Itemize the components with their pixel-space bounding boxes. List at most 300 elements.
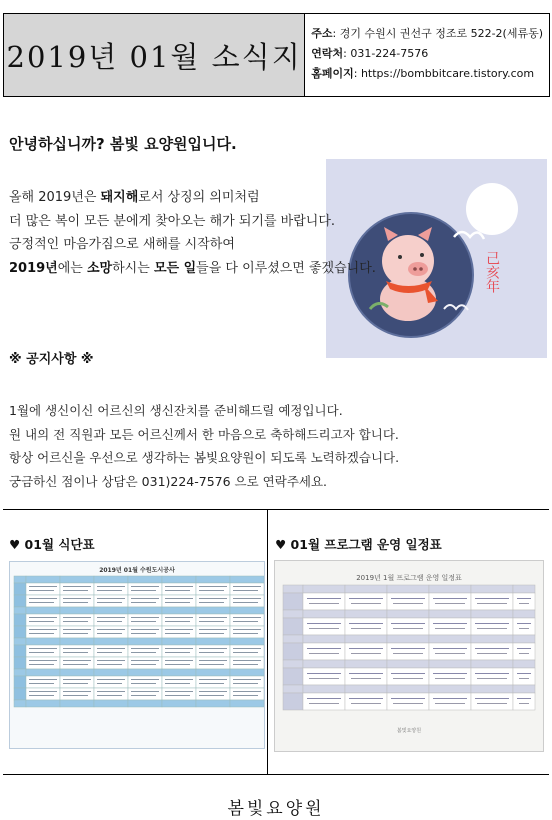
table-cell	[387, 618, 429, 635]
intro-line-3: 긍정적인 마음가짐으로 새해를 시작하여	[9, 237, 235, 252]
cell-text-line	[63, 660, 91, 661]
table-cell	[429, 668, 471, 685]
table-cell	[345, 635, 387, 643]
cell-text-line	[233, 633, 258, 634]
table-cell	[283, 693, 303, 710]
phone-value: : 031-224-7576	[343, 47, 429, 60]
table-cell	[196, 576, 230, 583]
cell-text-line	[165, 629, 193, 630]
intro-emphasis: 모든 일	[153, 260, 197, 276]
table-cell	[196, 669, 230, 676]
table-cell	[14, 638, 26, 645]
cell-text-line	[199, 629, 227, 630]
cell-text-line	[349, 598, 383, 599]
cell-text-line	[477, 678, 507, 679]
table-cell	[345, 660, 387, 668]
table-cell	[14, 576, 26, 583]
cell-text-line	[477, 653, 507, 654]
table-cell	[94, 669, 128, 676]
cell-text-line	[517, 598, 531, 599]
table-cell	[162, 645, 196, 657]
table-cell	[513, 635, 535, 643]
table-cell	[26, 669, 60, 676]
cell-text-line	[97, 652, 122, 653]
table-cell	[303, 685, 345, 693]
cell-text-line	[131, 679, 159, 680]
table-cell	[162, 688, 196, 700]
cell-text-line	[435, 628, 465, 629]
cell-text-line	[165, 660, 193, 661]
cell-text-line	[307, 698, 341, 699]
table-cell	[429, 610, 471, 618]
section-divider-top	[3, 509, 549, 510]
cell-text-line	[97, 679, 125, 680]
table-cell	[196, 583, 230, 595]
notice-body	[9, 399, 529, 493]
table-cell	[60, 595, 94, 607]
table-cell	[26, 626, 60, 638]
table-cell	[26, 638, 60, 645]
table-cell	[345, 585, 387, 593]
cell-text-line	[233, 590, 258, 591]
cell-text-line	[165, 602, 190, 603]
table-cell	[345, 610, 387, 618]
table-cell	[128, 676, 162, 688]
table-cell	[283, 660, 303, 668]
cell-text-line	[199, 679, 227, 680]
table-cell	[162, 676, 196, 688]
table-cell	[196, 657, 230, 669]
footer-org-name: 봄빛요양원	[227, 799, 325, 819]
table-cell	[196, 676, 230, 688]
table-cell	[14, 657, 26, 669]
cell-text-line	[63, 629, 91, 630]
table-cell	[513, 660, 535, 668]
table-cell	[230, 576, 264, 583]
table-cell	[471, 618, 513, 635]
cell-text-line	[477, 603, 507, 604]
cell-text-line	[199, 621, 224, 622]
table-cell	[14, 688, 26, 700]
cell-text-line	[391, 598, 425, 599]
cell-text-line	[63, 586, 91, 587]
table-cell	[471, 685, 513, 693]
cell-text-line	[131, 598, 159, 599]
table-cell	[94, 657, 128, 669]
table-cell	[26, 614, 60, 626]
table-cell	[26, 676, 60, 688]
table-cell	[162, 576, 196, 583]
table-cell	[94, 595, 128, 607]
table-cell	[14, 614, 26, 626]
cell-text-line	[165, 695, 190, 696]
table-cell	[513, 685, 535, 693]
cell-text-line	[309, 603, 339, 604]
cell-text-line	[29, 652, 54, 653]
table-cell	[429, 618, 471, 635]
cell-text-line	[131, 652, 156, 653]
cell-text-line	[349, 698, 383, 699]
table-cell	[230, 607, 264, 614]
cell-text-line	[63, 617, 91, 618]
table-cell	[60, 614, 94, 626]
cell-text-line	[131, 660, 159, 661]
table-cell	[26, 576, 60, 583]
cell-text-line	[517, 623, 531, 624]
cell-text-line	[131, 590, 156, 591]
cell-text-line	[131, 621, 156, 622]
table-cell	[128, 595, 162, 607]
cell-text-line	[199, 602, 224, 603]
cell-text-line	[517, 648, 531, 649]
cell-text-line	[475, 673, 509, 674]
section-divider-bottom	[3, 774, 549, 775]
table-cell	[94, 688, 128, 700]
cell-text-line	[199, 590, 224, 591]
table-cell	[162, 583, 196, 595]
cell-text-line	[233, 629, 261, 630]
table-cell	[60, 583, 94, 595]
cell-text-line	[131, 683, 156, 684]
cell-text-line	[199, 695, 224, 696]
table-cell	[283, 685, 303, 693]
table-cell	[387, 660, 429, 668]
table-cell	[471, 610, 513, 618]
cell-text-line	[391, 648, 425, 649]
cell-text-line	[29, 602, 54, 603]
cell-text-line	[351, 603, 381, 604]
table-cell	[230, 669, 264, 676]
greeting-heading: 안녕하십니까? 봄빛 요양원입니다.	[9, 135, 237, 153]
table-cell	[26, 595, 60, 607]
cell-text-line	[97, 586, 125, 587]
cell-text-line	[233, 602, 258, 603]
table-cell	[60, 676, 94, 688]
cell-text-line	[131, 648, 159, 649]
contact-info	[305, 14, 549, 96]
table-cell	[94, 638, 128, 645]
newsletter-title: 2019년 01월 소식지	[6, 39, 302, 74]
cell-text-line	[29, 598, 57, 599]
cell-text-line	[519, 603, 529, 604]
cell-text-line	[165, 633, 190, 634]
table-cell	[513, 643, 535, 660]
cell-text-line	[391, 698, 425, 699]
table-cell	[283, 585, 303, 593]
program-section-title: ♥ 01월 프로그램 운영 일정표	[275, 537, 442, 552]
cell-text-line	[475, 698, 509, 699]
table-cell	[60, 576, 94, 583]
cell-text-line	[97, 664, 122, 665]
cell-text-line	[63, 664, 88, 665]
cell-text-line	[309, 628, 339, 629]
homepage-label: 홈페이지	[311, 67, 354, 80]
intro-emphasis: 소망	[87, 260, 113, 276]
table-cell	[128, 626, 162, 638]
table-cell	[60, 688, 94, 700]
cell-text-line	[63, 598, 91, 599]
address-label: 주소	[311, 27, 333, 40]
cell-text-line	[29, 664, 54, 665]
homepage-link[interactable]: : https://bombbitcare.tistory.com	[353, 67, 535, 80]
table-cell	[283, 668, 303, 685]
cell-text-line	[307, 648, 341, 649]
table-cell	[128, 607, 162, 614]
cell-text-line	[233, 652, 258, 653]
table-cell	[303, 585, 345, 593]
homepage-row	[311, 64, 543, 84]
table-cell	[471, 643, 513, 660]
program-schedule-image[interactable]	[274, 560, 544, 752]
intro-text: 올해 2019년은	[9, 190, 101, 205]
cell-text-line	[97, 660, 125, 661]
cell-text-line	[165, 691, 193, 692]
cell-text-line	[165, 683, 190, 684]
table-cell	[94, 700, 128, 707]
table-cell	[128, 638, 162, 645]
cell-text-line	[435, 678, 465, 679]
cell-text-line	[29, 621, 54, 622]
program-sheet-footer: 봄빛요양원	[396, 728, 422, 734]
cell-text-line	[165, 621, 190, 622]
cell-text-line	[131, 691, 159, 692]
cell-text-line	[29, 633, 54, 634]
table-cell	[128, 576, 162, 583]
cell-text-line	[165, 586, 193, 587]
notice-line: 원 내의 전 직원과 모든 어르신께서 한 마음으로 축하해드리고자 합니다.	[9, 426, 399, 442]
cell-text-line	[131, 695, 156, 696]
table-cell	[162, 669, 196, 676]
cell-text-line	[97, 598, 125, 599]
table-cell	[128, 614, 162, 626]
cell-text-line	[233, 586, 261, 587]
cell-text-line	[165, 664, 190, 665]
cell-text-line	[63, 648, 91, 649]
cell-text-line	[199, 586, 227, 587]
intro-paragraph	[9, 186, 479, 280]
cell-text-line	[351, 628, 381, 629]
table-cell	[60, 669, 94, 676]
table-cell	[345, 685, 387, 693]
cell-text-line	[97, 683, 122, 684]
table-cell	[60, 638, 94, 645]
program-sheet-title: 2019년 1월 프로그램 운영 일정표	[356, 574, 462, 582]
table-cell	[345, 593, 387, 610]
table-cell	[387, 643, 429, 660]
cell-text-line	[165, 617, 193, 618]
table-cell	[94, 676, 128, 688]
table-cell	[429, 585, 471, 593]
notice-line: 궁금하신 점이나 상담은 031)224-7576 으로 연락주세요.	[9, 473, 328, 489]
table-cell	[14, 700, 26, 707]
table-cell	[283, 643, 303, 660]
table-cell	[94, 614, 128, 626]
table-cell	[429, 693, 471, 710]
cell-text-line	[97, 648, 125, 649]
table-cell	[196, 595, 230, 607]
table-cell	[94, 607, 128, 614]
table-cell	[387, 693, 429, 710]
table-cell	[387, 593, 429, 610]
table-cell	[196, 645, 230, 657]
table-cell	[94, 583, 128, 595]
intro-line-1	[9, 186, 479, 210]
cell-text-line	[433, 623, 467, 624]
cell-text-line	[97, 633, 122, 634]
table-cell	[196, 700, 230, 707]
cell-text-line	[29, 586, 57, 587]
cell-text-line	[233, 683, 258, 684]
table-cell	[14, 669, 26, 676]
table-cell	[303, 610, 345, 618]
cell-text-line	[307, 623, 341, 624]
table-cell	[26, 657, 60, 669]
cell-text-line	[199, 652, 224, 653]
cell-text-line	[63, 652, 88, 653]
table-cell	[94, 645, 128, 657]
table-cell	[471, 593, 513, 610]
table-cell	[26, 688, 60, 700]
table-cell	[230, 645, 264, 657]
cell-text-line	[131, 586, 159, 587]
table-cell	[387, 685, 429, 693]
cell-text-line	[475, 648, 509, 649]
intro-text: 하시는	[112, 260, 154, 276]
cell-text-line	[131, 664, 156, 665]
intro-text: 에는	[57, 260, 87, 276]
cell-text-line	[435, 703, 465, 704]
table-cell	[128, 657, 162, 669]
table-cell	[471, 668, 513, 685]
table-cell	[303, 660, 345, 668]
cell-text-line	[309, 703, 339, 704]
cell-text-line	[165, 598, 193, 599]
cell-text-line	[233, 660, 261, 661]
table-cell	[26, 583, 60, 595]
table-cell	[513, 585, 535, 593]
table-cell	[196, 626, 230, 638]
cell-text-line	[433, 673, 467, 674]
cell-text-line	[475, 623, 509, 624]
cell-text-line	[63, 602, 88, 603]
table-cell	[471, 585, 513, 593]
cell-text-line	[393, 678, 423, 679]
table-cell	[429, 635, 471, 643]
cell-text-line	[63, 590, 88, 591]
cell-text-line	[433, 598, 467, 599]
cell-text-line	[29, 629, 57, 630]
table-cell	[387, 610, 429, 618]
cell-text-line	[97, 695, 122, 696]
intro-text: 들을 다 이루셨으면 좋겠습니다.	[196, 260, 376, 276]
table-cell	[230, 700, 264, 707]
table-cell	[513, 610, 535, 618]
cell-text-line	[29, 648, 57, 649]
table-cell	[14, 626, 26, 638]
cell-text-line	[309, 678, 339, 679]
table-cell	[14, 645, 26, 657]
table-cell	[128, 583, 162, 595]
cell-text-line	[393, 603, 423, 604]
table-cell	[94, 576, 128, 583]
menu-table-image[interactable]	[9, 561, 265, 749]
table-cell	[283, 593, 303, 610]
table-cell	[303, 593, 345, 610]
cell-text-line	[391, 623, 425, 624]
table-cell	[162, 657, 196, 669]
cell-text-line	[63, 691, 91, 692]
table-cell	[230, 657, 264, 669]
table-cell	[283, 635, 303, 643]
cell-text-line	[29, 683, 54, 684]
menu-sheet-title: 2019년 01월 수원도시공사	[99, 567, 175, 574]
table-cell	[162, 700, 196, 707]
intro-line-4	[9, 257, 479, 281]
cell-text-line	[199, 617, 227, 618]
table-cell	[230, 595, 264, 607]
cell-text-line	[433, 698, 467, 699]
table-cell	[471, 660, 513, 668]
table-cell	[196, 688, 230, 700]
cell-text-line	[391, 673, 425, 674]
table-cell	[283, 610, 303, 618]
cell-text-line	[29, 679, 57, 680]
table-cell	[429, 593, 471, 610]
table-cell	[162, 638, 196, 645]
table-cell	[26, 645, 60, 657]
cell-text-line	[97, 691, 125, 692]
cell-text-line	[349, 673, 383, 674]
table-cell	[60, 700, 94, 707]
table-cell	[303, 618, 345, 635]
table-cell	[230, 688, 264, 700]
phone-row	[311, 44, 543, 64]
table-cell	[303, 635, 345, 643]
cell-text-line	[97, 602, 122, 603]
table-cell	[283, 618, 303, 635]
cell-text-line	[63, 683, 88, 684]
table-cell	[230, 638, 264, 645]
table-cell	[429, 685, 471, 693]
cell-text-line	[233, 691, 261, 692]
table-cell	[429, 643, 471, 660]
cell-text-line	[97, 590, 122, 591]
cell-text-line	[131, 602, 156, 603]
table-cell	[162, 614, 196, 626]
cell-text-line	[519, 703, 529, 704]
cell-text-line	[199, 683, 224, 684]
table-cell	[303, 643, 345, 660]
cell-text-line	[393, 653, 423, 654]
title-box	[4, 14, 305, 96]
cell-text-line	[29, 660, 57, 661]
cell-text-line	[307, 673, 341, 674]
table-cell	[345, 618, 387, 635]
phone-label: 연락처	[311, 47, 344, 60]
notice-line: 항상 어르신을 우선으로 생각하는 봄빛요양원이 되도록 노력하겠습니다.	[9, 450, 400, 466]
cell-text-line	[97, 629, 125, 630]
table-cell	[14, 583, 26, 595]
section-divider-vertical	[267, 510, 268, 774]
cell-text-line	[199, 648, 227, 649]
table-cell	[196, 614, 230, 626]
cell-text-line	[519, 653, 529, 654]
cell-text-line	[131, 629, 159, 630]
cell-text-line	[63, 695, 88, 696]
table-cell	[14, 595, 26, 607]
cell-text-line	[477, 628, 507, 629]
cell-text-line	[307, 598, 341, 599]
